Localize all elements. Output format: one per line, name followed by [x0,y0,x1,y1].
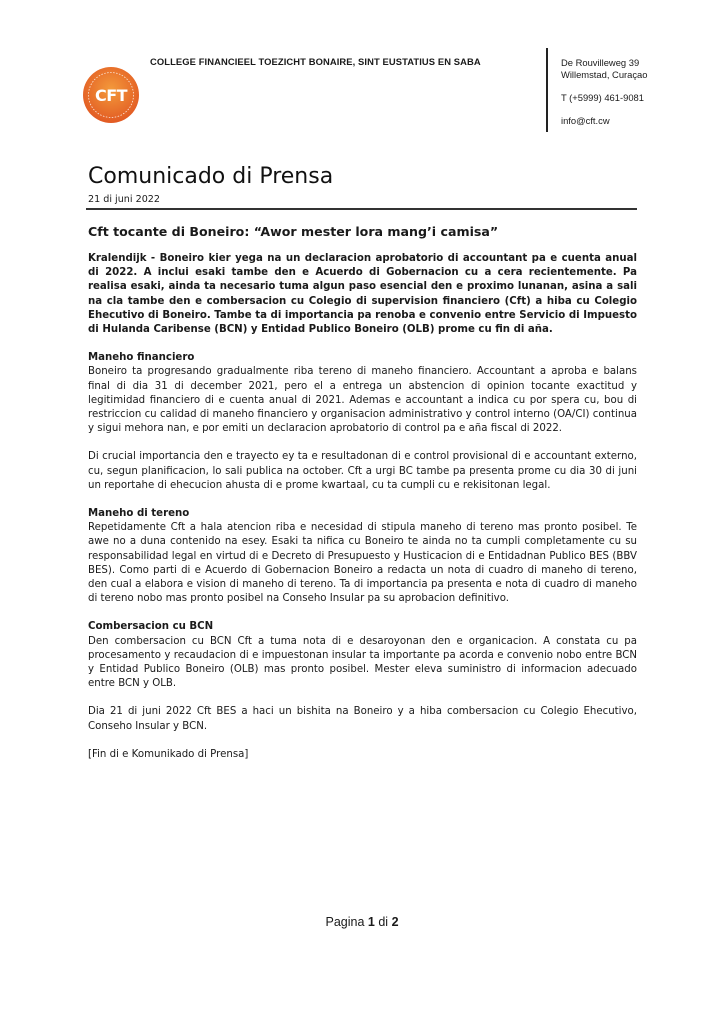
page-of: di [378,915,389,929]
press-body [88,224,637,776]
body-paragraph: Boneiro ta progresando gradualmente riba tereno di maneho financiero. Accountant a aproba e balans final di dia 31 di december 2021, pero el a entrega un abstencion di opinion tocante exactitud y legitimidad financiero di e cuenta anual di 2021. Ademas e accountant a indica cu por spera cu, bou di restriccion cu calidad di maneho financiero y organisacion administrativo y control interno (OA/CI) continua y sigui mehora nan, e por emiti un declaracion aprobatorio di control pa e aña fiscal di 2022. [88,366,637,435]
address-line-2: Willemstad, Curaçao [561,68,648,80]
page-total: 2 [391,915,399,929]
body-paragraph: Repetidamente Cft a hala atencion riba e necesidad di stipula maneho di tereno mas pronto posibel. Te awe no a duna contenido na esey. Esaki ta nifica cu Boneiro te ainda no ta cumpli completamente cu su responsabilidad legal en virtud di e Decreto di Presupuesto y Husticacion di e Entidadnan Publico BES (BBV BES). Como parti di e Acuerdo di Gobernacion Boneiro a redacta un nota di cuadro di maneho di tereno, den cual a elabora e vision di maneho di tereno. Ta di importancia pa presenta e nota di cuadro di maneho di tereno nobo mas pronto posibel na Conseho Insular pa su aprobacion definitivo. [88,522,637,605]
section-heading-combersacion-cu-bcn: Combersacion cu BCN [88,621,214,633]
page-current: 1 [367,915,375,929]
press-date: 21 di juni 2022 [88,194,161,205]
org-name: COLLEGE FINANCIEEL TOEZICHT BONAIRE, SINT EUSTATIUS EN SABA [150,56,481,67]
body-paragraph: Di crucial importancia den e trayecto ey ta e resultadonan di e control provisional di e accountant externo, cu, segun planificacion, lo sali publica na october. Cft a urgi BC tambe pa presenta prome cu dia 30 di juni un reportahe di ehecucion ahusta di e prome kwartaal, cu ta cumpli cu e rekisitonan legal. [88,451,637,491]
contact-block [561,57,701,126]
body-paragraph: Den combersacion cu BCN Cft a tuma nota di e desaroyonan den e organicacion. A constata cu pa procesamento y recaudacion di e impuestonan insular ta importante pa acorda e convenio nobo entre BCN y Entidad Publico Boneiro (OLB) mas pronto posibel. Mester eleva suministro di informacion adecuado entre BCN y OLB. [88,635,637,690]
title-divider [86,208,637,210]
logo-text: CFT [94,86,128,105]
lead-paragraph: Kralendijk - Boneiro kier yega na un declaracion aprobatorio di accountant pa e cuenta anual di 2022. A inclui esaki tambe den e Acuerdo di Gobernacion cu a cera recientemente. Pa realisa esaki, ainda ta necesario tuma algun paso esencial den e proximo lunanan, asina a sali na cla tambe den e combersacion cu Colegio di supervision financiero (Cft) a hiba cu Colegio Ehecutivo di Boneiro. Tambe ta di importancia pa renoba e convenio entre Servicio di Impuesto di Hulanda Caribense (BCN) y Entidad Publico Boneiro (OLB) prome cu fin di aña. [88,253,637,336]
article-subtitle: Cft tocante di Boneiro: “Awor mester lora mang’i camisa” [88,224,499,239]
page-title: Comunicado di Prensa [88,164,334,189]
body-paragraph: Dia 21 di juni 2022 Cft BES a haci un bishita na Boneiro y a hiba combersacion cu Colegio Ehecutivo, Conseho Insular y BCN. [88,706,637,732]
cft-logo-icon [82,66,140,124]
header-divider [546,48,548,132]
cft-logo [82,66,140,124]
page-label: Pagina [325,915,365,929]
phone-number: T (+5999) 461-9081 [561,92,644,103]
email-address[interactable]: info@cft.cw [561,114,610,126]
section-heading-maneho-financiero: Maneho financiero [88,352,195,364]
closing-note: [Fin di e Komunikado di Prensa] [88,748,249,760]
page-number [0,915,724,929]
section-heading-maneho-di-tereno: Maneho di tereno [88,508,190,520]
address-line-1: De Rouvilleweg 39 [561,57,640,68]
